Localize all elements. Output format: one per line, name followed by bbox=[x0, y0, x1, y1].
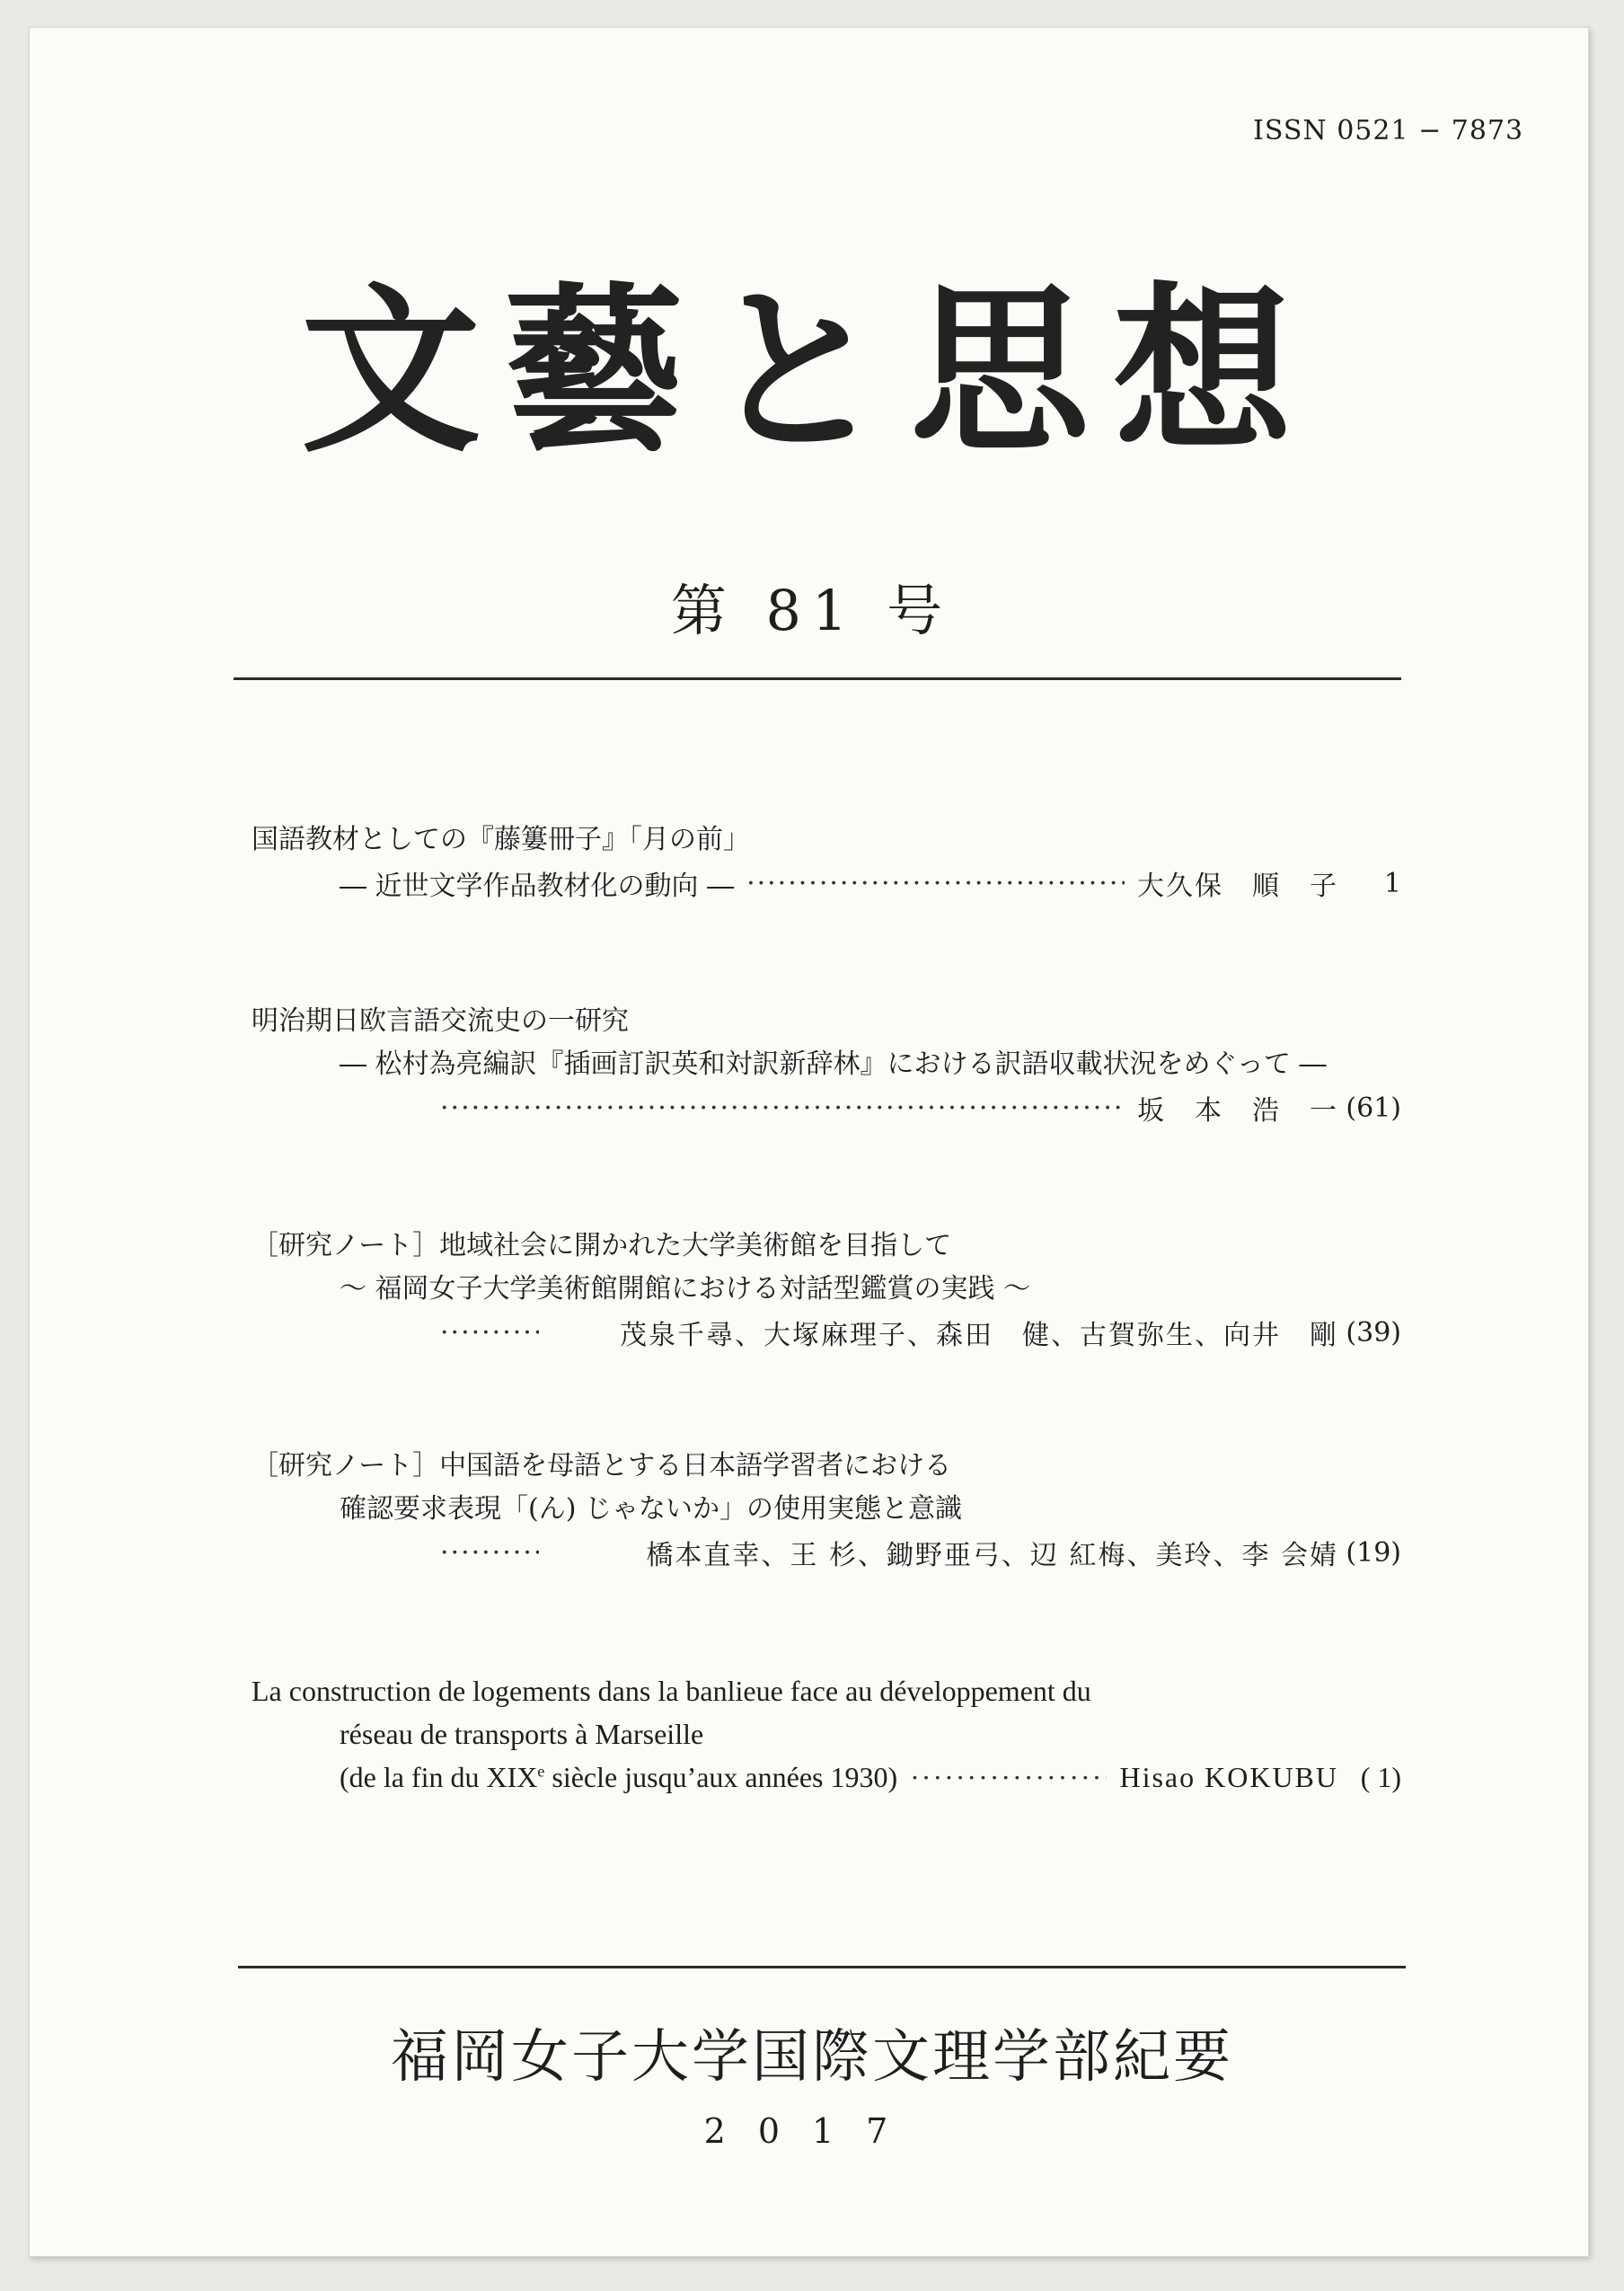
toc-entry-5-page: ( 1) bbox=[1360, 1760, 1401, 1793]
toc-entry-3-row bbox=[440, 1314, 1401, 1350]
toc-entry-1-title: 国語教材としての『藤簍冊子』「月の前」 bbox=[252, 824, 750, 855]
toc-entry-5-row bbox=[340, 1759, 1401, 1795]
publication-year: 2017 bbox=[703, 2111, 921, 2151]
toc-entry-1-author: 大久保 順 子 bbox=[1137, 871, 1338, 902]
toc-entry-3-author: 茂泉千尋、大塚麻理子、森田 健、古賀弥生、向井 剛 bbox=[620, 1320, 1338, 1351]
dot-leader bbox=[910, 1761, 1107, 1794]
toc-entry-3-title: ［研究ノート］地域社会に開かれた大学美術館を目指して bbox=[252, 1230, 952, 1261]
toc-entry-1-row bbox=[340, 865, 1401, 901]
toc-entry-4-subtitle: 確認要求表現「(ん) じゃないか」の使用実態と意識 bbox=[340, 1493, 962, 1525]
dot-leader bbox=[440, 1317, 539, 1349]
toc-entry-2-subtitle: ― 松村為亮編訳『插画訂訳英和対訳新辞林』における訳語収載状況をめぐって ― bbox=[340, 1048, 1327, 1080]
toc-entry-2-page: (61) bbox=[1346, 1092, 1401, 1124]
toc-entry-4-title: ［研究ノート］中国語を母語とする日本語学習者における bbox=[252, 1450, 952, 1482]
dot-leader bbox=[746, 868, 1125, 899]
toc-entry-2-author: 坂 本 浩 一 bbox=[1137, 1095, 1338, 1127]
issue-number: 第 81 号 bbox=[670, 578, 954, 643]
toc-entry-1-page: 1 bbox=[1383, 867, 1401, 899]
toc-entry-4-page: (19) bbox=[1346, 1536, 1401, 1569]
toc-entry-4-author: 橋本直幸、王 杉、鋤野亜弓、辺 紅梅、美玲、李 会婧 bbox=[646, 1540, 1338, 1571]
top-divider bbox=[234, 677, 1401, 680]
dot-leader bbox=[440, 1537, 539, 1569]
toc-entry-3-subtitle: 〜 福岡女子大学美術館開館における対話型鑑賞の実践 〜 bbox=[340, 1273, 1031, 1305]
issn-number: ISSN 0521 − 7873 bbox=[1253, 115, 1524, 146]
toc-entry-5-title: La construction de logements dans la banlieue face au développement du bbox=[252, 1675, 1091, 1707]
toc-entry-2-row bbox=[440, 1090, 1401, 1126]
toc-entry-2-title: 明治期日欧言語交流史の一研究 bbox=[252, 1005, 629, 1037]
toc-entry-5-subtitle: réseau de transports à Marseille bbox=[340, 1718, 704, 1750]
faculty-name: 福岡女子大学国際文理学部紀要 bbox=[391, 2024, 1233, 2091]
dot-leader bbox=[440, 1092, 1125, 1124]
toc-entry-1-subtitle: ― 近世文学作品教材化の動向 ― bbox=[340, 871, 735, 902]
journal-title: 文藝と思想 bbox=[300, 268, 1316, 477]
toc-entry-3-page: (39) bbox=[1346, 1316, 1401, 1349]
bottom-divider bbox=[238, 1966, 1406, 1968]
toc-entry-5-author: Hisao KOKUBU bbox=[1119, 1760, 1338, 1793]
toc-entry-4-row bbox=[440, 1535, 1401, 1570]
toc-entry-5-subtitle-2: (de la fin du XIXe siècle jusqu’aux années 1930) bbox=[340, 1760, 898, 1793]
